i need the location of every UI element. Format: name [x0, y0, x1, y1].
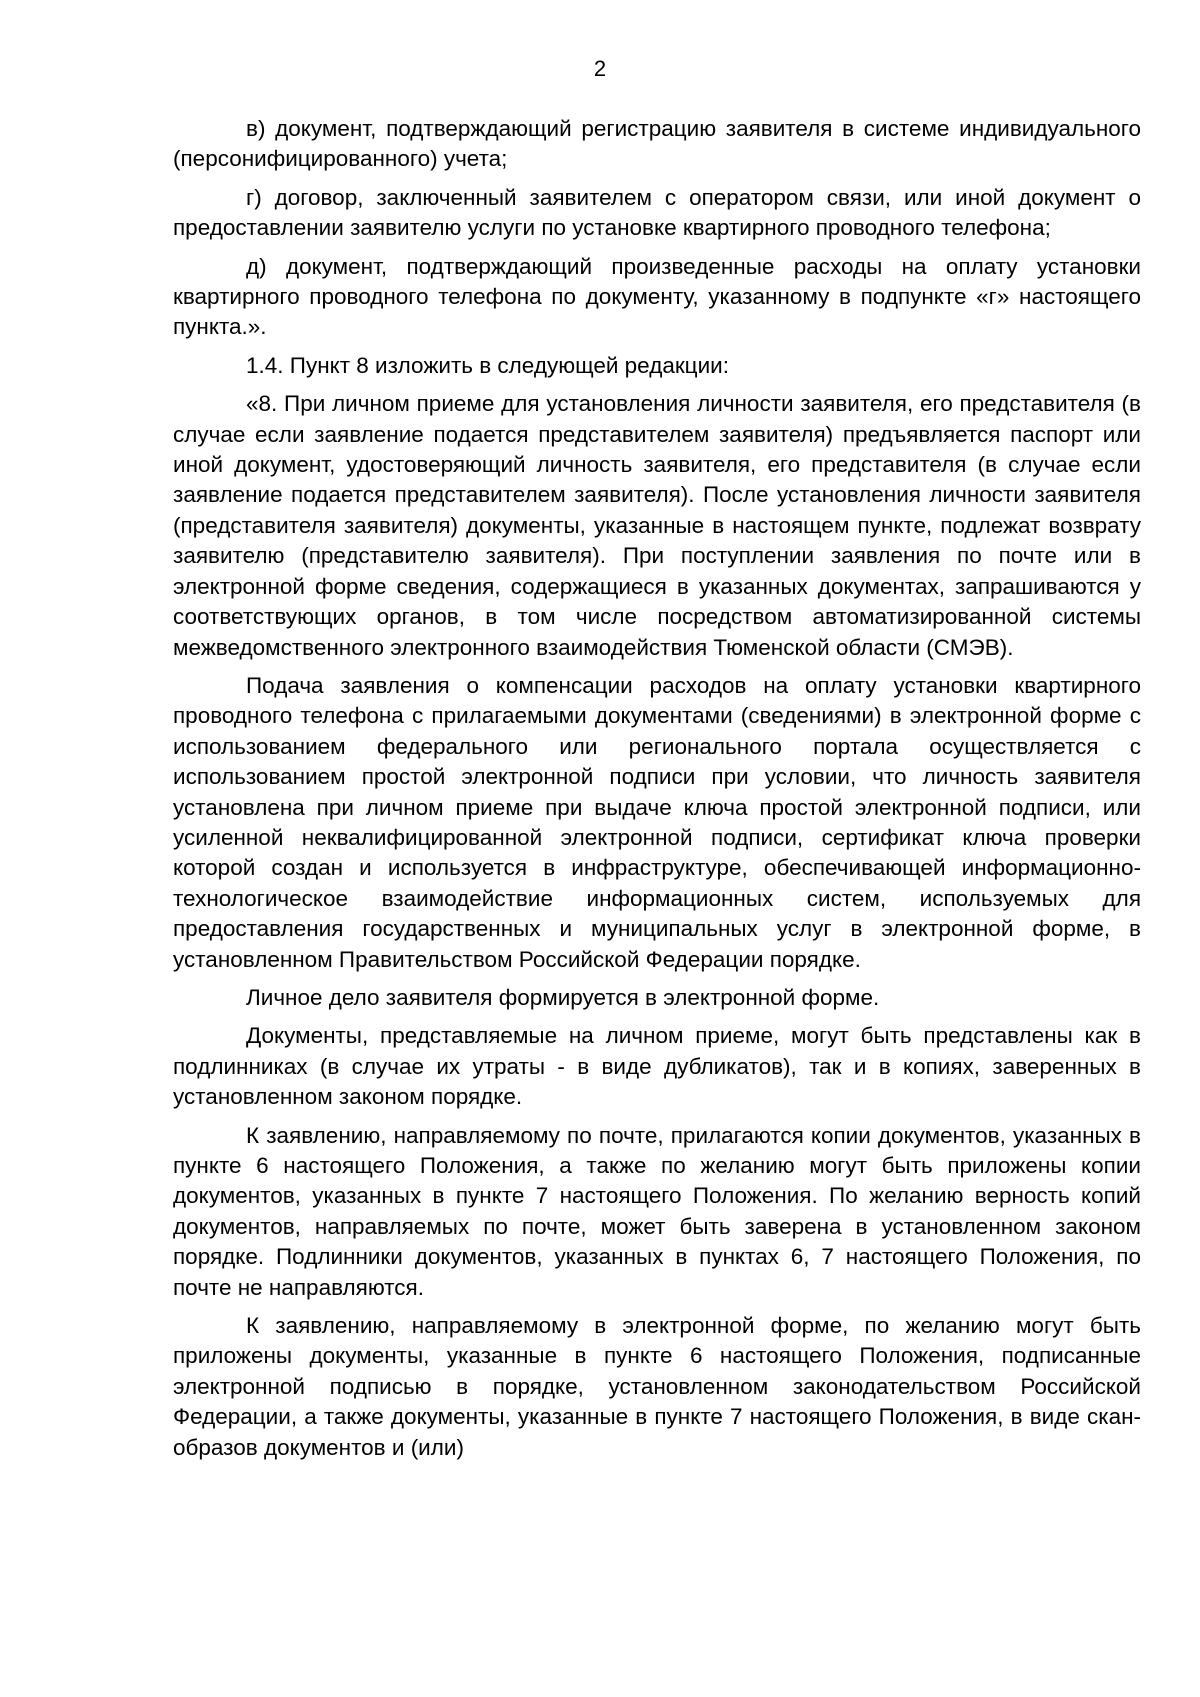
- page-number: 2: [593, 56, 607, 81]
- paragraph-item-v: в) документ, подтверждающий регистрацию заявителя в системе индивидуального (персонифицированного) учета;: [173, 116, 1141, 172]
- paragraph-electronic-attachments: К заявлению, направляемому в электронной форме, по желанию могут быть приложены документы, указанные в пункте 6 настоящего Положения, подписанные электронной подписью в порядке, установленном законодательством Российской Федерации, а также документы, указанные в пункте 7 настоящего Положения, в виде скан-образов документов и (или): [173, 1313, 1141, 1460]
- paragraph-item-g: г) договор, заключенный заявителем с оператором связи, или иной документ о предоставлении заявителю услуги по установке квартирного проводного телефона;: [173, 184, 1141, 241]
- paragraph-postal-submission: К заявлению, направляемому по почте, прилагаются копии документов, указанных в пункте 6 настоящего Положения, а также по желанию могут быть приложены копии документов, указанных в пункте 7 настоящего Положения. По желанию верность копий документов, направляемых по почте, может быть заверена в установленном законом порядке. Подлинники документов, указанных в пунктах 6, 7 настоящего Положения, по почте не направляются.: [173, 1122, 1141, 1300]
- paragraph-electronic-submission: Подача заявления о компенсации расходов на оплату установки квартирного проводного телефона с прилагаемыми документами (сведениями) в электронной форме с использованием федерального или регионального портала осуществляется с использованием простой электронной подписи при условии, что личность заявителя установлена при личном приеме при выдаче ключа простой электронной подписи, или усиленной неквалифицированной электронной подписи, сертификат ключа проверки которой создан и используется в инфраструктуре, обеспечивающей информационно-технологическое взаимодействие информационных систем, используемых для предоставления государственных и муниципальных услуг в электронной форме, в установленном Правительством Российской Федерации порядке.: [173, 672, 1141, 972]
- paragraph-point-8: «8. При личном приеме для установления личности заявителя, его представителя (в случае если заявление подается представителем заявителя) предъявляется паспорт или иной документ, удостоверяющий личность заявителя, его представителя (в случае если заявление подается представителем заявителя). После установления личности заявителя (представителя заявителя) документы, указанные в настоящем пункте, подлежат возврату заявителю (представителю заявителя). При поступлении заявления по почте или в электронной форме сведения, содержащиеся в указанных документах, запрашиваются у соответствующих органов, в том числе посредством автоматизированной системы межведомственного электронного взаимодействия Тюменской области (СМЭВ).: [173, 391, 1141, 660]
- paragraph-documents-in-person: Документы, представляемые на личном приеме, могут быть представлены как в подлинниках (в случае их утраты - в виде дубликатов), так и в копиях, заверенных в установленном законом порядке.: [173, 1023, 1141, 1110]
- paragraph-item-d: д) документ, подтверждающий произведенные расходы на оплату установки квартирного проводного телефона по документу, указанному в подпункте «г» настоящего пункта.».: [173, 253, 1141, 340]
- paragraph-clause-1-4: 1.4. Пункт 8 изложить в следующей редакции:: [246, 352, 729, 378]
- document-body: [173, 114, 1141, 1463]
- paragraph-personal-file: Личное дело заявителя формируется в электронной форме.: [246, 984, 880, 1010]
